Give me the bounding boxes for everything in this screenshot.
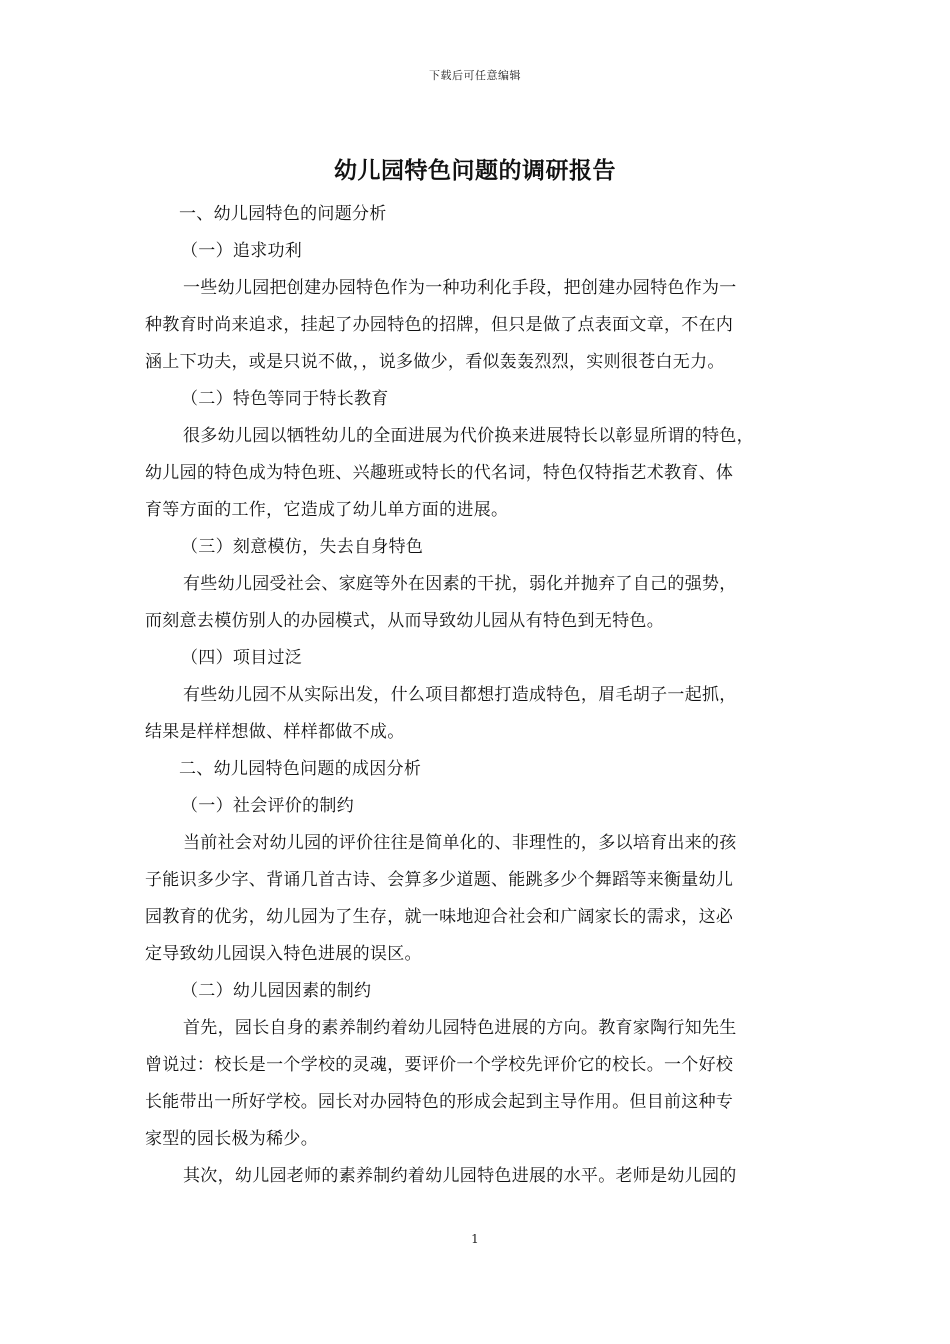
paragraph-line: 园教育的优劣，幼儿园为了生存，就一味地迎合社会和广阔家长的需求，这必 xyxy=(145,907,734,927)
paragraph-line: 而刻意去模仿别人的办园模式，从而导致幼儿园从有特色到无特色。 xyxy=(145,611,664,631)
paragraph-line: 结果是样样想做、样样都做不成。 xyxy=(145,722,405,742)
subsection-heading: （三）刻意模仿，失去自身特色 xyxy=(181,537,424,557)
document-title: 幼儿园特色问题的调研报告 xyxy=(334,157,616,184)
paragraph-line: 其次，幼儿园老师的素养制约着幼儿园特色进展的水平。老师是幼儿园的 xyxy=(183,1166,737,1186)
paragraph-line: 很多幼儿园以牺牲幼儿的全面进展为代价换来进展特长以彰显所谓的特色， xyxy=(183,426,754,446)
paragraph-line: 种教育时尚来追求，挂起了办园特色的招牌，但只是做了点表面文章，不在内 xyxy=(145,315,734,335)
paragraph-line: 涵上下功夫，或是只说不做，，说多做少，看似轰轰烈烈，实则很苍白无力。 xyxy=(145,352,725,372)
paragraph-line: 子能识多少字、背诵几首古诗、会算多少道题、能跳多少个舞蹈等来衡量幼儿 xyxy=(145,870,734,890)
subsection-heading: （四）项目过泛 xyxy=(181,648,303,668)
section-heading: 一、幼儿园特色的问题分析 xyxy=(179,204,387,224)
paragraph-line: 一些幼儿园把创建办园特色作为一种功利化手段，把创建办园特色作为一 xyxy=(183,278,737,298)
paragraph-line: 当前社会对幼儿园的评价往往是简单化的、非理性的，多以培育出来的孩 xyxy=(183,833,737,853)
paragraph-line: 首先，园长自身的素养制约着幼儿园特色进展的方向。教育家陶行知先生 xyxy=(183,1018,737,1038)
subsection-heading: （二）幼儿园因素的制约 xyxy=(181,981,372,1001)
section-heading: 二、幼儿园特色问题的成因分析 xyxy=(179,759,422,779)
paragraph-line: 幼儿园的特色成为特色班、兴趣班或特长的代名词，特色仅特指艺术教育、体 xyxy=(145,463,734,483)
subsection-heading: （二）特色等同于特长教育 xyxy=(181,389,389,409)
paragraph-line: 育等方面的工作，它造成了幼儿单方面的进展。 xyxy=(145,500,509,520)
paragraph-line: 曾说过：校长是一个学校的灵魂，要评价一个学校先评价它的校长。一个好校 xyxy=(145,1055,734,1075)
page-header-note: 下载后可任意编辑 xyxy=(429,69,521,82)
paragraph-line: 长能带出一所好学校。园长对办园特色的形成会起到主导作用。但目前这种专 xyxy=(145,1092,734,1112)
subsection-heading: （一）社会评价的制约 xyxy=(181,796,354,816)
subsection-heading: （一）追求功利 xyxy=(181,241,303,261)
document-body xyxy=(145,196,810,1195)
paragraph-line: 定导致幼儿园误入特色进展的误区。 xyxy=(145,944,422,964)
page-number: 1 xyxy=(471,1232,479,1246)
paragraph-line: 有些幼儿园不从实际出发，什么项目都想打造成特色，眉毛胡子一起抓， xyxy=(183,685,737,705)
paragraph-line: 家型的园长极为稀少。 xyxy=(145,1129,318,1149)
paragraph-line: 有些幼儿园受社会、家庭等外在因素的干扰，弱化并抛弃了自己的强势， xyxy=(183,574,737,594)
